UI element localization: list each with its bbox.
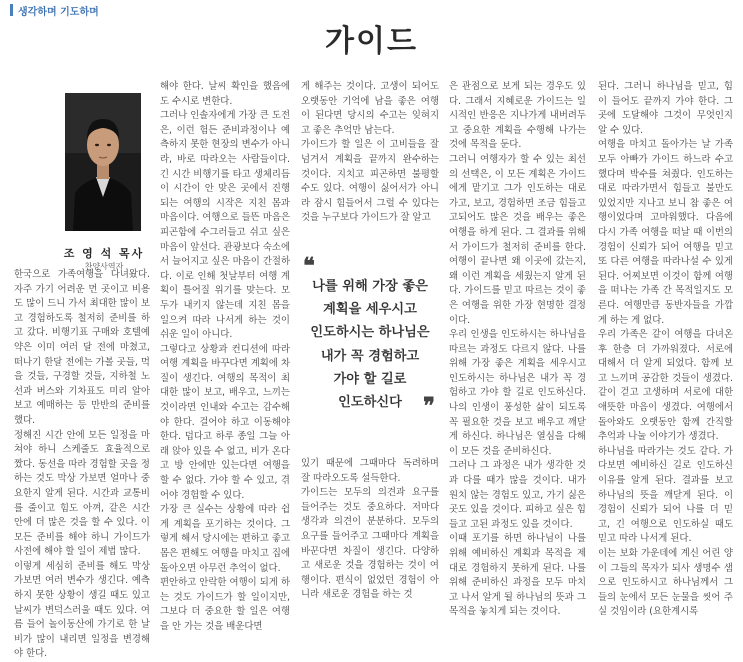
close-quote-icon: ❞	[423, 393, 435, 419]
pull-quote-line: 계획을 세우시고	[323, 302, 417, 318]
article-text: 된다. 그러니 하나님을 믿고, 힘이 들어도 끝까지 가야 한다. 그곳에 도달해야 그것이 무엇인지 알 수 있다. 여행을 마치고 돌아가는 날 가족 모두 아빠가 가이드 하느라 수고했다며 박수를 쳐줬다. 인도하는 대로 따라가면서 힘들고 불만도 있었지만 지나고 보니 참 좋은 여행이었다며 고마워했다. 다음에 다시 가족 여행을 떠날 때 이번의 경험이 신뢰가 되어 여행을 믿고 또 다른 여행을 따라나설 수 있게 된다. 어찌보면 이것이 함께 여행을 떠나는 가족 간 목적일지도 모른다. 여행만큼 동반자들을 가깝게 하는 게 없다. 우리 가족은 같이 여행을 다녀온 후 한층 더 가까워졌다. 서로에 대해서 더 알게 되었다. 함께 보고 느끼며 공감한 것들이 생겼다. 같이 걷고 고생하며 서로에 대한 애뜻한 마음이 생겼다. 여행에서 돌아와도 오랫동안 함께 간직할 추억과 나눌 이야기가 생겼다. 하나님을 따라가는 것도 같다. 가다보면 예비하신 길로 인도하신 이유를 알게 된다. 결과를 보고 하나님의 뜻을 깨닫게 된다. 이 경험이 신뢰가 되어 나를 더 믿고, 긴 여행으로 인도하실 때도 믿고 따라 나서게 된다. 이는 보화 가운데에 계신 어린 양이 그들의 목자가 되사 생명수 샘으로 인도하시고 하나님께서 그들의 눈에서 모든 눈물을 씻어 주실 것임이라 (요한계시록	[598, 81, 733, 618]
article-column-2	[160, 80, 290, 632]
pull-quote-line: 나를 위해 가장 좋은	[312, 279, 428, 294]
section-label: 생각하며 기도하며	[18, 6, 99, 18]
article-column-5	[598, 80, 733, 618]
open-quote-icon: ❝	[303, 253, 315, 279]
pull-quote-line: 내가 꼭 경험하고	[320, 348, 420, 364]
article-column-3-top	[301, 80, 439, 253]
section-tag	[10, 3, 99, 17]
article-text: 해야 한다. 날씨 확인을 했음에도 수시로 변한다. 그러나 인솔자에게 가장 큰 도전은, 이런 험든 준비과정이나 예측하지 못한 현장의 변수가 아니라, 바로 따라오는 사람들이다. 긴 시간 비행기를 타고 생체리듬이 시간이 안 맞은 곳에서 진행되는 여행의 시작은 지친 몸과 마음이다. 여행으로 들뜬 마음은 피곤함에 수그러들고 쉬고 싶은 마음이 앞선다. 관광보다 숙소에서 늘어지고 싶은 마음이 간절하다. 이로 인해 첫날부터 여행 계획이 틀어질 위기를 맞는다. 모두가 내키지 않는데 지친 몸을 일으켜 따라 나서게 하는 것이 쉬운 일이 아니다. 그렇다고 상황과 컨디션에 따라 여행 계획을 바꾸다면 계획에 차질이 생긴다. 여행의 목적이 최대한 많이 보고, 배우고, 느끼는 것이라면 인내와 수고는 감수해야 한다. 걸어야 하고 이동해야 한다. 덥다고 하루 종일 그늘 아래 앉아 있을 수 없고, 비가 온다고 방 안에만 있는다면 여행을 할 수 없다. 가야 할 수 있고, 겪어야 경험할 수 있다. 가장 큰 실수는 상황에 따라 쉽게 계획을 포기하는 것이다. 그렇게 해서 당시에는 편하고 좋고 몸은 편해도 여행을 마치고 집에 돌아오면 아무런 추억이 없다. 편안하고 안락한 여행이 되게 하는 것도 가이드가 할 일이지만, 그보다 더 중요한 할 일은 여행을 안 가는 것을 배운다면	[160, 81, 290, 632]
pull-quote-text	[301, 275, 439, 414]
pull-quote-line: 가야 할 길로	[333, 371, 407, 387]
author-role: 찬양사역자	[84, 262, 124, 271]
pull-quote-line: 인도하시는 하나님은	[310, 325, 430, 341]
author-portrait	[65, 93, 141, 231]
article-text: 은 관점으로 보게 되는 경우도 있다. 그래서 지혜로운 가이드는 일시적인 반응은 지나가게 내버려두고 중요한 계획을 수행해 나가는 것에 목적을 둔다. 그러니 여행자가 할 수 있는 최선의 선택은, 이 모든 계획은 가이드에게 맡기고 그가 인도하는 대로 가고, 보고, 경험하면 조금 힘들고 고되어도 많은 것을 배우는 좋은 여행을 하게 된다. 그 결과를 위해서 가이드가 철저히 준비를 한다. 여행이 끝나면 왜 이곳에 갔는지, 왜 이런 계획을 세웠는지 알게 된다. 가이드를 믿고 따르는 것이 좋은 여행을 위한 가장 현명한 결정이다. 우리 인생을 인도하시는 하나님을 따르는 과정도 다르지 않다. 나를 위해 가장 좋은 계획을 세우시고 인도하시는 하나님은 내가 꼭 경험하고 가야 할 길로 인도하신다. 나의 인생이 풍성한 삶이 되도록 꼭 필요한 것을 보고 배우고 깨닫게 하신다. 하나님은 열심을 다해 이 모든 것을 준비하신다. 그러나 그 과정은 내가 생각한 것과 다를 때가 많을 것이다. 내가 원치 않는 경험도 있고, 가기 싫은 곳도 있을 것이다. 피하고 싶은 힘들고 고된 과정도 있을 것이다. 이때 포기를 하면 하나님이 나를 위해 예비하신 계획과 목적을 제대로 경험하지 못하게 된다. 나를 위해 준비하신 과정을 모두 마치고 나서 알게 될 하나님의 뜻과 그 목적을 놓치게 되는 것이다.	[449, 81, 586, 618]
pull-quote-line: 인도하신다	[338, 395, 402, 411]
section-tag-bar	[10, 4, 13, 16]
page-title: 가이드	[325, 24, 418, 59]
article-text: 있기 때문에 그때마다 독려하며 잘 따라오도록 설득한다. 가이드는 모두의 의견과 요구를 들어주는 것도 중요하다. 저마다 생각과 의견이 분분하다. 모두의 요구를 들어주고 그때마다 계획을 바꾼다면 차질이 생긴다. 다양하고 새로운 것을 경험하는 것이 여행이다. 편식이 없었던 경험이 아니라 새로운 경험을 하는 것	[301, 458, 439, 601]
article-column-1	[14, 268, 150, 660]
article-column-4	[449, 80, 586, 618]
author-name: 조 영 석 목사	[63, 247, 145, 260]
pull-quote	[301, 253, 439, 457]
article-text: 한국으로 가족여행을 다녀왔다. 자주 가기 어려운 먼 곳이고 비용도 많이 드니 가서 최대한 많이 보고 경험하도록 철저히 준비를 하고 갔다. 비행기표 구매와 호텔예약은 이미 여러 달 전에 마쳤고, 떠나기 한달 전에는 가볼 곳들, 먹을 것들, 구경할 것들, 지하철 노선과 버스와 기차표도 미리 알아보고 예매하는 등 만반의 준비를 했다. 정해진 시간 안에 모든 일정을 마쳐야 하니 스케줄도 효율적으로 짰다. 동선을 따라 경험할 곳을 정하는 것도 막상 가보면 얼마나 중요한지 알게 된다. 시간과 교통비를 줄이고 힘도 아껴, 같은 시간 안에 더 많은 것을 할 수 있다. 이 모든 준비를 해야 하니 가이드가 사전에 해야 할 일이 제법 많다. 이렇게 세심히 준비를 해도 막상 가보면 여러 변수가 생긴다. 예측하지 못한 상황이 생길 때도 있고 날씨가 변덕스러울 때도 있다. 여름 들어 놀이동산에 가기로 한 날 비가 많이 내리면 일정을 변경해야 한다.	[14, 269, 150, 660]
article-column-3-bottom	[301, 457, 439, 601]
article-text: 게 해주는 것이다. 고생이 되어도 오랫동안 기억에 남을 좋은 여행이 된다면 당시의 수고는 잊혀지고 좋은 추억만 남는다. 가이드가 할 일은 이 고비들을 잘 넘겨서 계획을 끝까지 완수하는 것이다. 지치고 피곤하면 불평할 수도 있다. 여행이 싫어서가 아니라 잠시 힘들어서 그럴 수 있다는 것을 누구보다 가이드가 잘 알고	[301, 81, 439, 224]
